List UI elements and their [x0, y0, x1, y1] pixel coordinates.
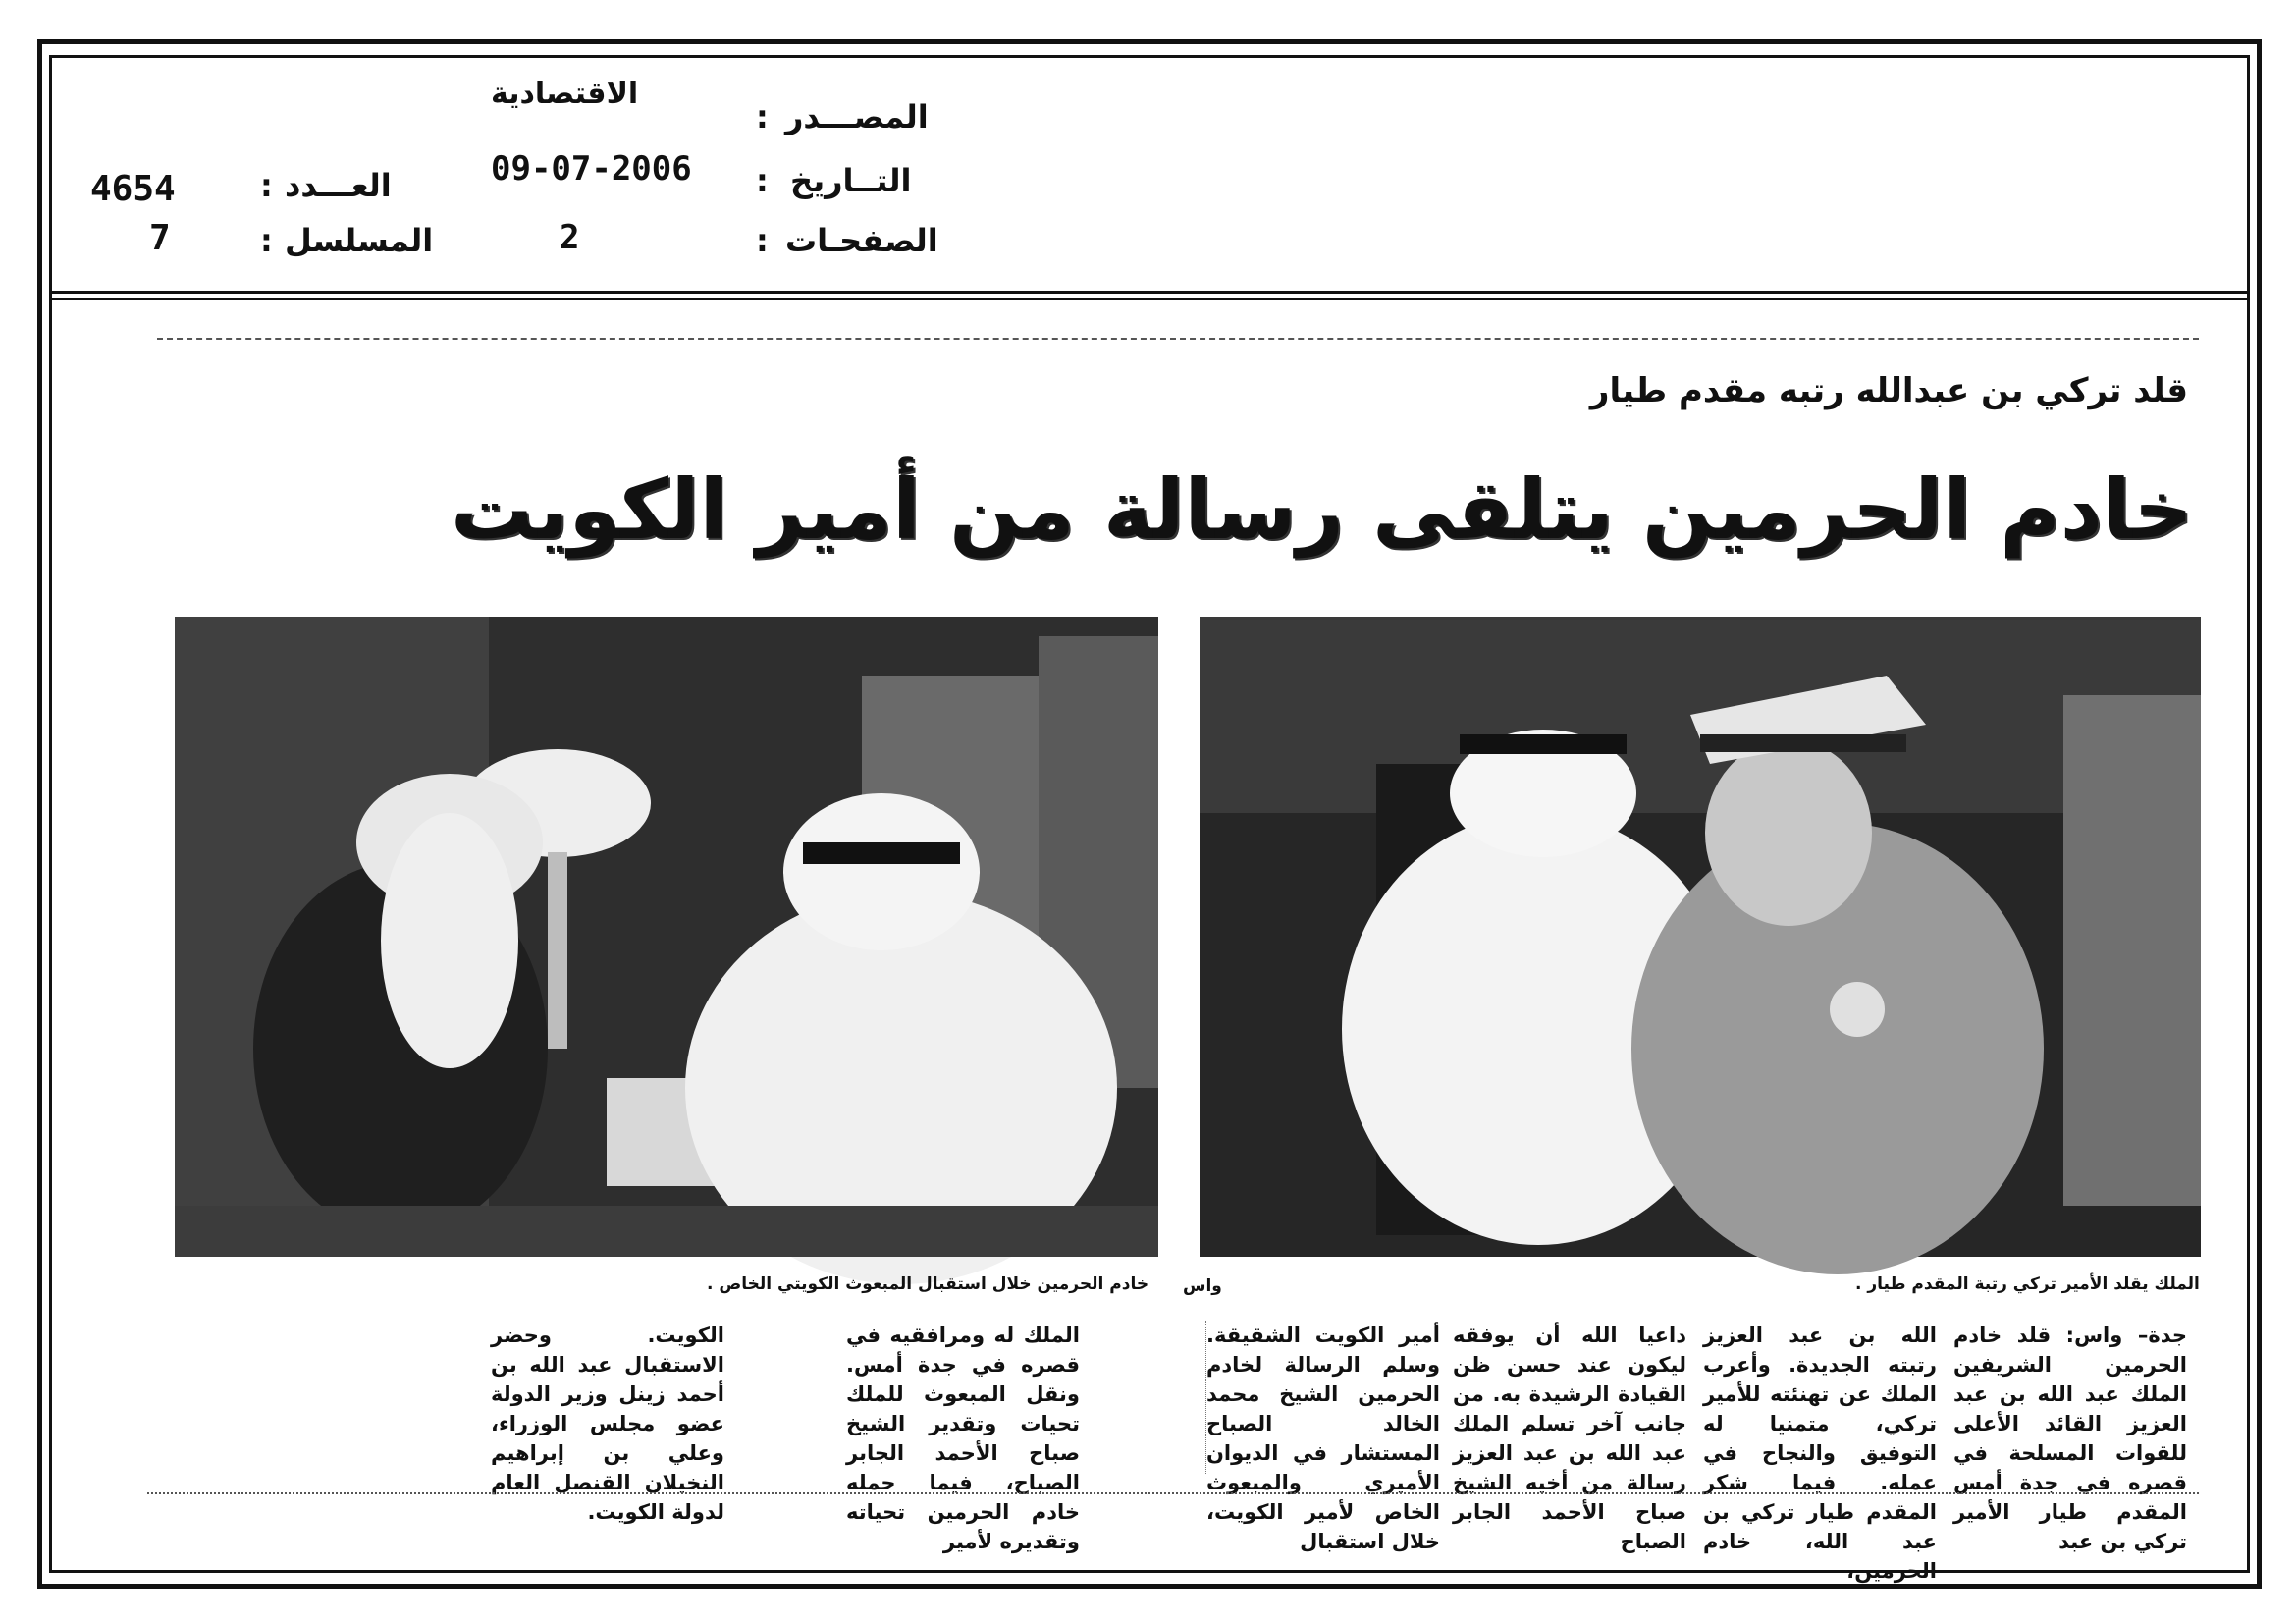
top-dotted-rule	[157, 338, 2199, 340]
date-value: 09-07-2006	[491, 149, 692, 189]
article-column-6: الكويت. وحضر الاستقبال عبد الله بن أحمد زينل وزير الدولة عضو مجلس الوزراء، وعلي بن إبراهيم النخيلان القنصل العام لدولة الكويت.	[491, 1324, 724, 1524]
issue-label: العـــدد	[285, 167, 392, 204]
article-column-5: الملك له ومرافقيه في قصره في جدة أمس. ونقل المبعوث للملك تحيات وتقدير الشيخ صباح الأحمد الجابر الصباح، فيما حمله خادم الحرمين تحياته وتقديره لأمير	[846, 1324, 1080, 1553]
article-column-7	[147, 1321, 381, 1474]
serial-value: 7	[149, 218, 171, 258]
issue-colon: :	[260, 167, 273, 204]
source-value: الاقتصادية	[491, 77, 639, 111]
article-kicker: قلد تركي بن عبدالله رتبه مقدم طيار	[1589, 371, 2188, 410]
photo-rank-ceremony-graphic	[1200, 617, 2201, 1257]
caption-left: خادم الحرمين خلال استقبال المبعوث الكويتي الخاص .	[707, 1274, 1149, 1294]
photo-envoy-meeting-graphic	[175, 617, 1158, 1257]
date-label: التــاريخ	[790, 162, 912, 199]
pages-colon: :	[756, 222, 769, 259]
article-column-2: الله بن عبد العزيز رتبته الجديدة. وأعرب الملك عن تهنئته للأمير تركي، متمنيا له التوفيق والنجاح في عمله. فيما شكر المقدم طيار تركي بن عبد الله، خادم الحرمين،	[1703, 1324, 1937, 1583]
photo-credit: واس	[1183, 1276, 1222, 1296]
photo-rank-ceremony	[1200, 617, 2201, 1257]
pages-label: الصفحـات	[785, 222, 938, 259]
caption-right: الملك يقلد الأمير تركي رتبة المقدم طيار .	[1855, 1274, 2200, 1294]
source-colon: :	[756, 98, 769, 135]
article-column-3: داعيا الله أن يوفقه ليكون عند حسن ظن القيادة الرشيدة به. من جانب آخر تسلم الملك عبد الله بن عبد العزيز رسالة من أخيه الشيخ صباح الأحمد الجابر الصباح	[1453, 1324, 1686, 1553]
header-separator	[49, 291, 2250, 300]
issue-value: 4654	[90, 169, 176, 209]
serial-colon: :	[260, 222, 273, 259]
article-column-1: جدة– واس: قلد خادم الحرمين الشريفين الملك عبد الله بن عبد العزيز القائد الأعلى للقوات المسلحة في قصره في جدة أمس المقدم طيار الأمير تركي بن عبد	[1953, 1324, 2187, 1553]
bottom-dotted-rule	[147, 1492, 2199, 1494]
source-label: المصـــدر	[785, 98, 929, 135]
article-headline: خادم الحرمين يتلقى رسالة من أمير الكويت	[450, 461, 2193, 558]
date-colon: :	[756, 162, 769, 199]
photo-envoy-meeting	[175, 617, 1158, 1257]
serial-label: المسلسل	[285, 222, 434, 259]
pages-value: 2	[560, 218, 580, 257]
article-column-4: أمير الكويت الشقيقة. وسلم الرسالة لخادم الحرمين الشيخ محمد الخالد الصباح المستشار في الديوان الأميري والمبعوث الخاص لأمير الكويت، خلال استقبال	[1205, 1321, 1440, 1474]
